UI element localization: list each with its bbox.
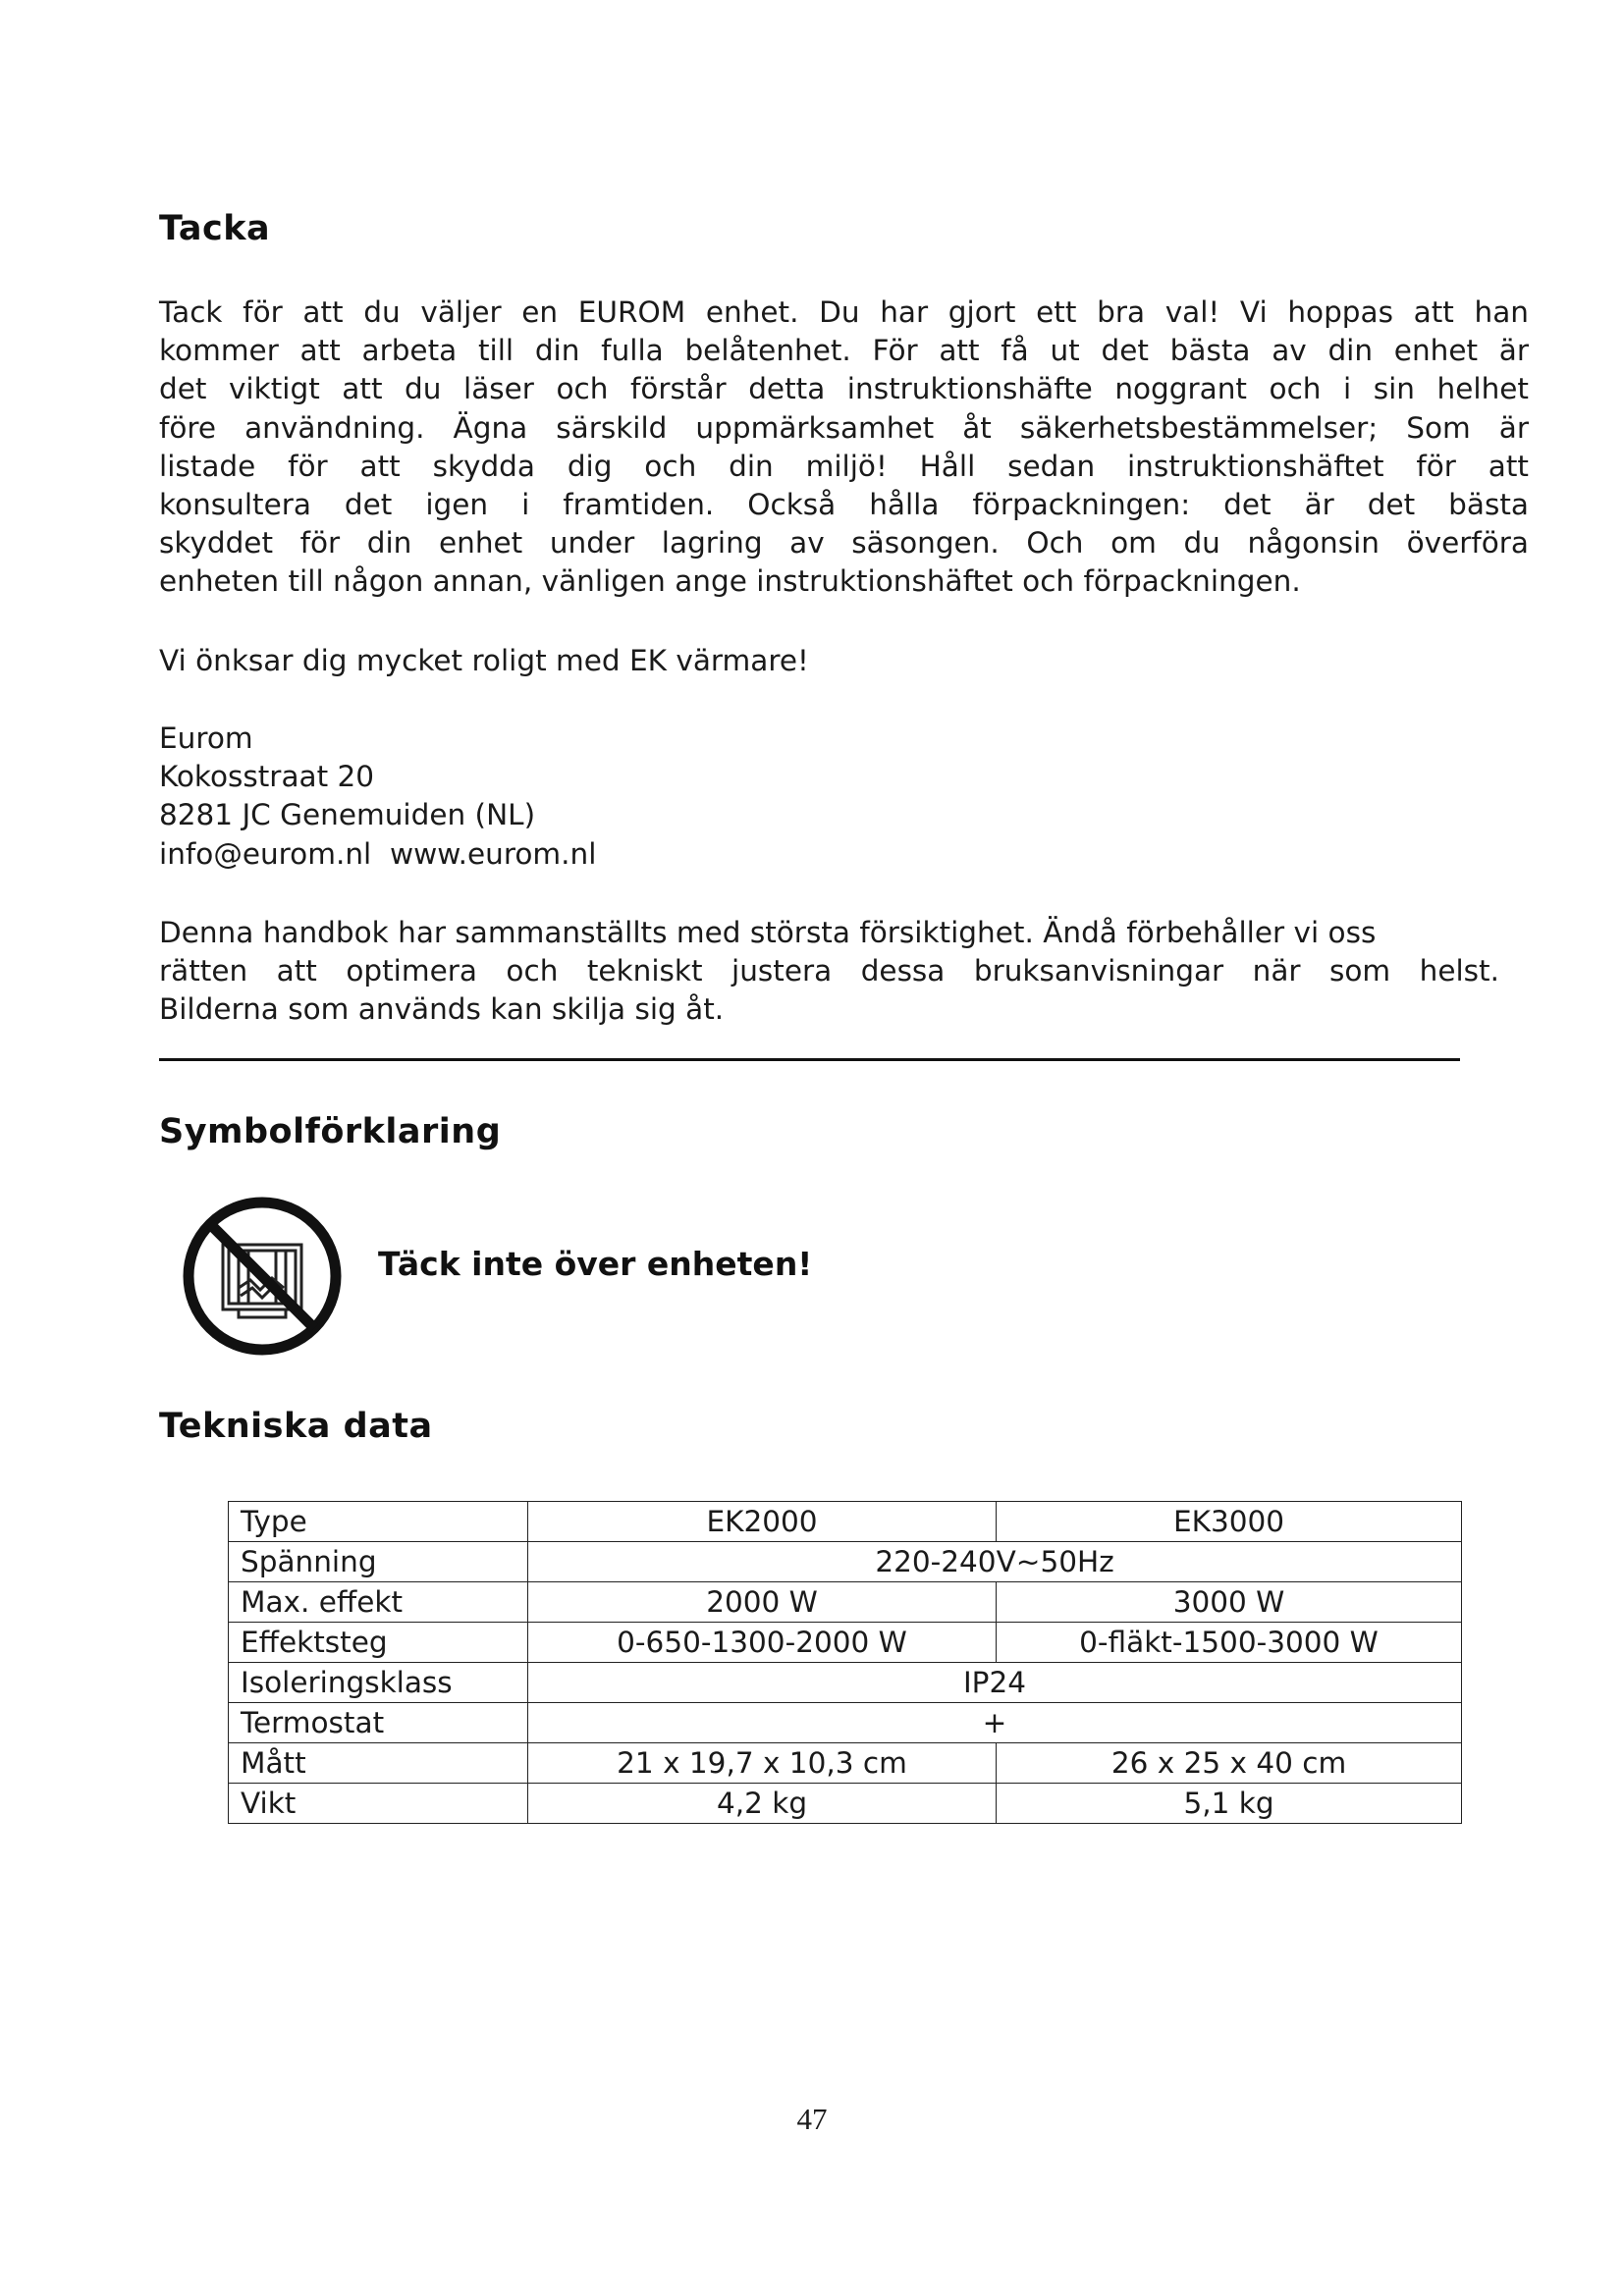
weight-label: Vikt: [229, 1784, 528, 1824]
table-row: [229, 1703, 1462, 1743]
dimensions-ek2000: 21 x 19,7 x 10,3 cm: [528, 1743, 997, 1784]
insulation-label: Isoleringsklass: [229, 1663, 528, 1703]
intro-line: listade för att skydda dig och din miljö! Håll sedan instruktionshäftet för att: [159, 449, 1529, 483]
disclaimer-line: Denna handbok har sammanställts med största försiktighet. Ändå förbehåller vi oss: [159, 916, 1377, 949]
power-steps-ek2000: 0-650-1300-2000 W: [528, 1623, 997, 1663]
thermostat-label: Termostat: [229, 1703, 528, 1743]
tech-heading: Tekniska data: [159, 1407, 433, 1446]
table-row: [229, 1582, 1462, 1623]
disclaimer-line: rätten att optimera och tekniskt justera dessa bruksanvisningar när som helst.: [159, 954, 1499, 988]
power-steps-ek3000: 0-fläkt-1500-3000 W: [997, 1623, 1462, 1663]
disclaimer-paragraph: [159, 914, 1499, 1030]
intro-line: konsultera det igen i framtiden. Också hålla förpackningen: det är det bästa: [159, 488, 1529, 522]
table-row: [229, 1663, 1462, 1703]
table-row: [229, 1502, 1462, 1542]
thanks-heading: Tacka: [159, 209, 271, 248]
dimensions-ek3000: 26 x 25 x 40 cm: [997, 1743, 1462, 1784]
power-steps-label: Effektsteg: [229, 1623, 528, 1663]
table-row: [229, 1743, 1462, 1784]
page-number: 47: [796, 2102, 828, 2136]
table-row: [229, 1784, 1462, 1824]
wish-text: Vi önksar dig mycket roligt med EK värmare!: [159, 644, 809, 677]
table-row: [229, 1623, 1462, 1663]
voltage-value: 220-240V~50Hz: [528, 1542, 1462, 1582]
symbol-description: Täck inte över enheten!: [378, 1245, 813, 1283]
table-row: [229, 1542, 1462, 1582]
voltage-label: Spänning: [229, 1542, 528, 1582]
model-ek2000: EK2000: [528, 1502, 997, 1542]
tech-data-table: [228, 1501, 1462, 1824]
address-block: [159, 720, 1529, 874]
street-address: Kokosstraat 20: [159, 760, 375, 794]
model-ek3000: EK3000: [997, 1502, 1462, 1542]
max-power-ek2000: 2000 W: [528, 1582, 997, 1623]
city-address: 8281 JC Genemuiden (NL): [159, 798, 536, 832]
intro-line: skyddet för din enhet under lagring av säsongen. Och om du någonsin överföra: [159, 526, 1529, 561]
max-power-ek3000: 3000 W: [997, 1582, 1462, 1623]
disclaimer-line: Bilderna som används kan skilja sig åt.: [159, 992, 725, 1027]
contact-info: info@eurom.nl www.eurom.nl: [159, 836, 597, 871]
weight-ek3000: 5,1 kg: [997, 1784, 1462, 1824]
intro-line: enheten till någon annan, vänligen ange instruktionshäftet och förpackningen.: [159, 564, 1301, 599]
intro-line: kommer att arbeta till din fulla belåtenhet. För att få ut det bästa av din enhet är: [159, 334, 1529, 368]
intro-line: Tack för att du väljer en EUROM enhet. Du har gjort ett bra val! Vi hoppas att han: [159, 295, 1529, 329]
insulation-value: IP24: [528, 1663, 1462, 1703]
weight-ek2000: 4,2 kg: [528, 1784, 997, 1824]
company-name: Eurom: [159, 721, 253, 755]
intro-line: före användning. Ägna särskild uppmärksamhet åt säkerhetsbestämmelser; Som är: [159, 410, 1529, 445]
section-divider: [159, 1058, 1460, 1061]
intro-paragraph: [159, 294, 1529, 602]
dimensions-label: Mått: [229, 1743, 528, 1784]
no-cover-icon: [180, 1194, 345, 1359]
symbols-heading: Symbolförklaring: [159, 1112, 502, 1151]
thermostat-value: +: [528, 1703, 1462, 1743]
max-power-label: Max. effekt: [229, 1582, 528, 1623]
intro-line: det viktigt att du läser och förstår detta instruktionshäfte noggrant och i sin helhet: [159, 372, 1529, 406]
type-label: Type: [229, 1502, 528, 1542]
